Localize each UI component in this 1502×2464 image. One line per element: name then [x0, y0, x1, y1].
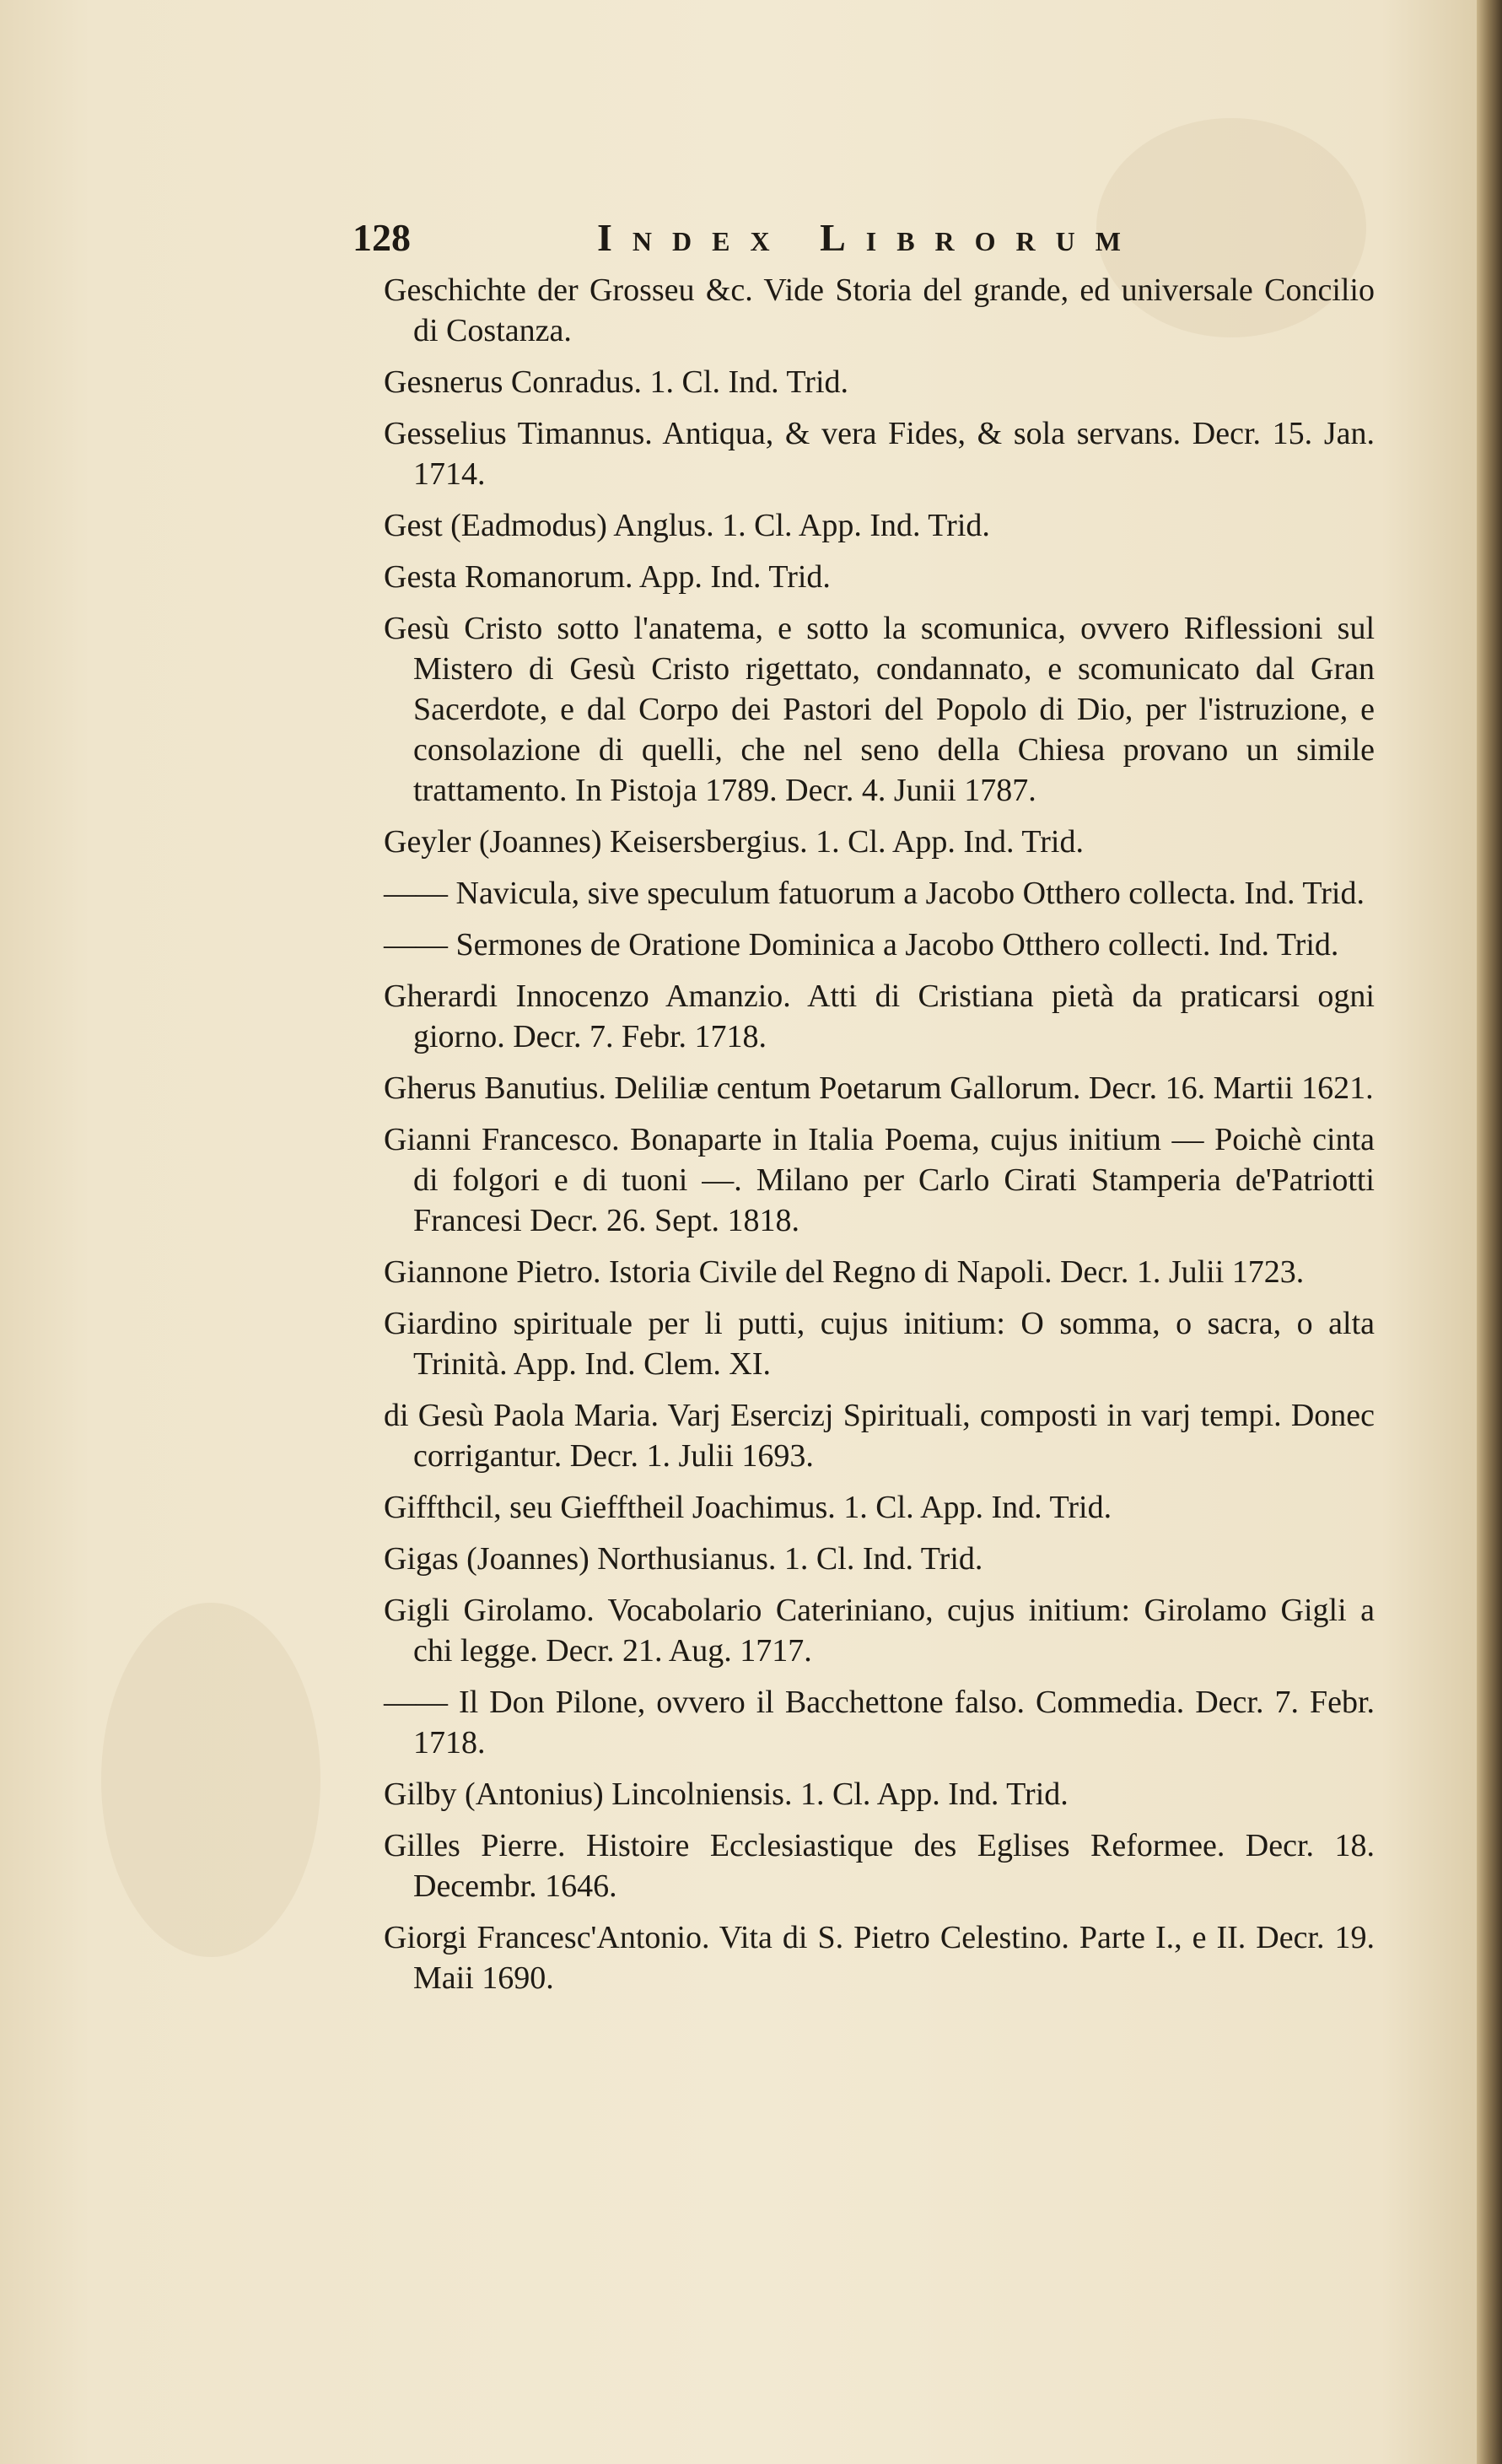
index-entries [384, 270, 1375, 2009]
page-edge [1477, 0, 1502, 2464]
page-number: 128 [353, 216, 411, 259]
index-entry: —— Il Don Pilone, ovvero il Bacchettone falso. Commedia. Decr. 7. Febr. 1718. [384, 1685, 1375, 1760]
index-entry: Gesnerus Conradus. 1. Cl. Ind. Trid. [384, 364, 849, 400]
index-entry: Gigli Girolamo. Vocabolario Cateriniano, cujus initium: Girolamo Gigli a chi legge. Decr. 21. Aug. 1717. [384, 1593, 1375, 1669]
index-entry: Gesù Cristo sotto l'anatema, e sotto la scomunica, ovvero Riflessioni sul Mistero di Gesù Cristo rigettato, condannato, e scomunicato dal Gran Sacerdote, e dal Corpo dei Pastori del Popolo di Dio, per l'istruzione, e consolazione di quelli, che nel seno della Chiesa provano un simile trattamento. In Pistoja 1789. Decr. 4. Junii 1787. [384, 611, 1375, 808]
index-entry: Gesta Romanorum. App. Ind. Trid. [384, 559, 831, 595]
index-entry: Gianni Francesco. Bonaparte in Italia Poema, cujus initium — Poichè cinta di folgori e di tuoni —. Milano per Carlo Cirati Stamperia de'Patriotti Francesi Decr. 26. Sept. 1818. [384, 1122, 1375, 1238]
index-entry: Gilles Pierre. Histoire Ecclesiastique des Eglises Reformee. Decr. 18. Decembr. 1646. [384, 1828, 1375, 1904]
index-entry: Giffthcil, seu Giefftheil Joachimus. 1. Cl. App. Ind. Trid. [384, 1490, 1112, 1525]
index-entry: di Gesù Paola Maria. Varj Esercizj Spirituali, composti in varj tempi. Donec corrigantur. Decr. 1. Julii 1693. [384, 1398, 1375, 1474]
index-entry: Giorgi Francesc'Antonio. Vita di S. Pietro Celestino. Parte I., e II. Decr. 19. Maii 1690. [384, 1920, 1375, 1996]
index-entry: —— Sermones de Oratione Dominica a Jacobo Otthero collecti. Ind. Trid. [384, 927, 1339, 962]
index-entry: Gigas (Joannes) Northusianus. 1. Cl. Ind. Trid. [384, 1541, 983, 1577]
index-entry: Giardino spirituale per li putti, cujus initium: O somma, o sacra, o alta Trinità. App. Ind. Clem. XI. [384, 1306, 1375, 1382]
index-entry: Gesselius Timannus. Antiqua, & vera Fides, & sola servans. Decr. 15. Jan. 1714. [384, 416, 1375, 492]
paper-stain [101, 1603, 320, 1957]
index-entry: Gest (Eadmodus) Anglus. 1. Cl. App. Ind. Trid. [384, 508, 990, 543]
index-entry: Gherus Banutius. Deliliæ centum Poetarum Gallorum. Decr. 16. Martii 1621. [384, 1070, 1374, 1106]
index-entry: Giannone Pietro. Istoria Civile del Regno di Napoli. Decr. 1. Julii 1723. [384, 1254, 1305, 1290]
index-entry: Gilby (Antonius) Lincolniensis. 1. Cl. App. Ind. Trid. [384, 1777, 1069, 1812]
page-header [353, 215, 1196, 274]
index-entry: Gherardi Innocenzo Amanzio. Atti di Cristiana pietà da praticarsi ogni giorno. Decr. 7. Febr. 1718. [384, 979, 1375, 1054]
index-entry: Geyler (Joannes) Keisersbergius. 1. Cl. App. Ind. Trid. [384, 824, 1084, 860]
index-entry: Geschichte der Grosseu &c. Vide Storia del grande, ed universale Concilio di Costanza. [384, 272, 1375, 348]
index-entry: —— Navicula, sive speculum fatuorum a Jacobo Otthero collecta. Ind. Trid. [384, 876, 1365, 911]
running-title: Index Librorum [597, 216, 1141, 259]
